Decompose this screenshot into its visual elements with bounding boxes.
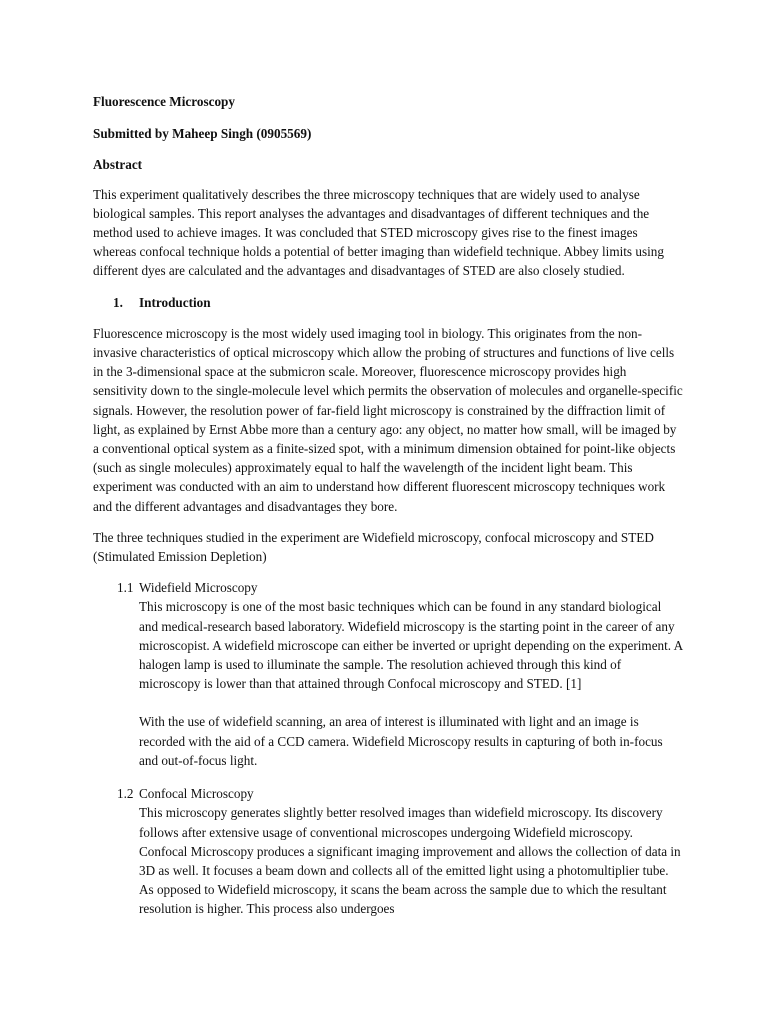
section-paragraph: This microscopy is one of the most basic techniques which can be found in any standard biological and medical-research based laboratory. Widefield microscopy is the starting point in the career of any microscopist. A widefield microscope can either be inverted or upright depending on the experiment. A halogen lamp is used to illuminate the sample. The resolution achieved through this kind of microscopy is lower than that attained through Confocal microscopy and STED. [1] [139,599,683,692]
document-body [93,92,683,933]
section-heading: Widefield Microscopy [139,580,258,596]
section-number: 1.2 [117,786,134,802]
introduction-number: 1. [113,294,123,310]
introduction-title: Introduction [139,294,211,310]
section-paragraph: With the use of widefield scanning, an area of interest is illuminated with light and an image is recorded with the aid of a CCD camera. Widefield Microscopy results in capturing of both in-focus and out-of-focus light. [139,714,663,768]
section-heading: Confocal Microscopy [139,786,254,802]
submitted-by: Submitted by Maheep Singh (0905569) [93,126,312,142]
document-title: Fluorescence Microscopy [93,94,235,109]
introduction-paragraph-1: Fluorescence microscopy is the most widely used imaging tool in biology. This originates from the non-invasive characteristics of optical microscopy which allow the probing of structures and functions of live cells in the 3-dimensional space at the submicron scale. Moreover, fluorescence microscopy provides high sensitivity down to the single-molecule level which permits the observation of molecules and organelle-specific signals. However, the resolution power of far-field light microscopy is constrained by the diffraction limit of light, as explained by Ernst Abbe more than a century ago: any object, no matter how small, will be imaged by a conventional optical system as a finite-sized spot, with a minimum dimension obtained for point-like objects (such as single molecules) approximately equal to half the wavelength of the incident light beam. This experiment was conducted with an aim to understand how different fluorescent microscopy techniques work and the different advantages and disadvantages they bore. [93,325,683,514]
section-confocal [93,784,683,918]
abstract-text: This experiment qualitatively describes the three microscopy techniques that are widely used to analyse biological samples. This report analyses the advantages and disadvantages of different techniques and the method used to achieve images. It was concluded that STED microscopy gives rise to the finest images whereas confocal technique holds a potential of better imaging than widefield technique. Abbey limits using different dyes are calculated and the advantages and disadvantages of STED are also closely studied. [93,186,664,279]
section-widefield [93,578,683,770]
paragraph-spacer [139,693,683,712]
abstract-heading: Abstract [93,157,143,173]
section-paragraph: This microscopy generates slightly better resolved images than widefield microscopy. Its discovery follows after extensive usage of conventional microscopes undergoing Widefield microscopy. Confocal Microscopy produces a significant imaging improvement and allows the collection of data in 3D as well. It focuses a beam down and collects all of the emitted light using a photomultiplier tube. As opposed to Widefield microscopy, it scans the beam across the sample due to which the resultant resolution is higher. This process also undergoes [139,805,681,917]
introduction-heading [113,293,683,312]
introduction-paragraph-2: The three techniques studied in the experiment are Widefield microscopy, confocal microscopy and STED (Stimulated Emission Depletion) [93,529,654,565]
section-number: 1.1 [117,580,134,596]
